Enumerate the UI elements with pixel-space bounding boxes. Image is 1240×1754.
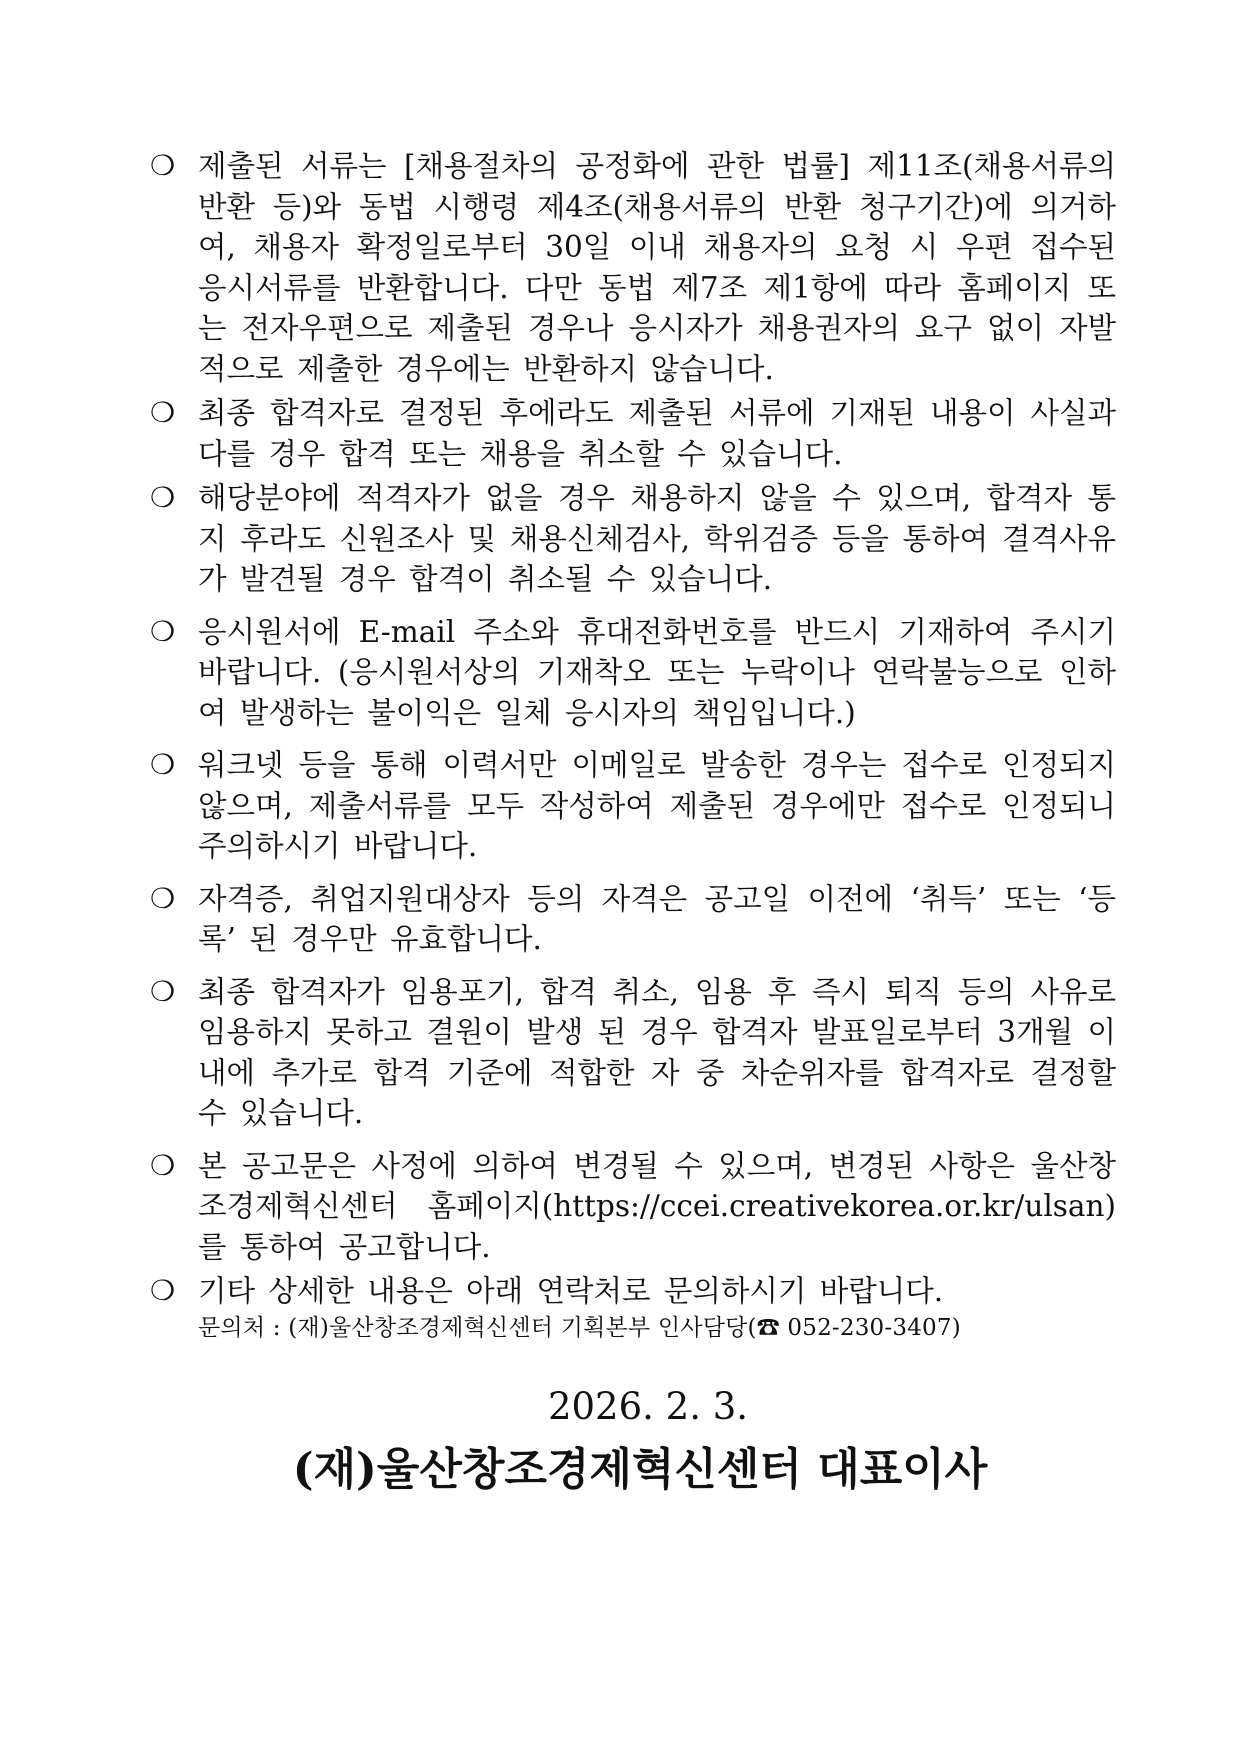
notice-item-changes: [150, 1146, 1116, 1268]
bullet-circle-icon: ❍: [150, 974, 176, 1008]
contact-line: 문의처 : (재)울산창조경제혁신센터 기획본부 인사담당(☎ 052-230-3407): [198, 1315, 961, 1341]
bullet-circle-icon: ❍: [150, 149, 176, 182]
notice-text: 최종 합격자로 결정된 후에라도 제출된 서류에 기재된 내용이 사실과 다를 경우 합격 또는 채용을 취소할 수 있습니다.: [198, 396, 1116, 471]
notice-text: 제출된 서류는 [채용절차의 공정화에 관한 법률] 제11조(채용서류의 반환 등)와 동법 시행령 제4조(채용서류의 반환 청구기간)에 의거하여, 채용자 확정일로부터 30일 이내 채용자의 요청 시 우편 접수된 응시서류를 반환합니다. 다만 동법 제7조 제1항에 따라 홈페이지 또는 전자우편으로 제출된 경우나 응시자가 채용권자의 요구 없이 자발적으로 제출한 경우에는 반환하지 않습니다.: [198, 149, 1116, 386]
notice-text: 응시원서에 E-mail 주소와 휴대전화번호를 반드시 기재하여 주시기 바랍니다. (응시원서상의 기재착오 또는 누락이나 연락불능으로 인하여 발생하는 불이익은 일체 응시자의 책임입니다.): [198, 614, 1116, 730]
notice-text: 최종 합격자가 임용포기, 합격 취소, 임용 후 즉시 퇴직 등의 사유로 임용하지 못하고 결원이 발생 된 경우 합격자 발표일로부터 3개월 이내에 추가로 합격 기준에 적합한 자 중 차순위자를 합격자로 결정할 수 있습니다.: [198, 974, 1116, 1130]
notice-text: 본 공고문은 사정에 의하여 변경될 수 있으며, 변경된 사항은 울산창조경제혁신센터 홈페이지(https://ccei.creativekorea.or.kr/ulsan)를 통하여 공고합니다.: [198, 1148, 1116, 1264]
bullet-circle-icon: ❍: [150, 396, 176, 429]
notice-item-worknet: [150, 745, 1116, 867]
notice-text: 워크넷 등을 통해 이력서만 이메일로 발송한 경우는 접수로 인정되지 않으며, 제출서류를 모두 작성하여 제출된 경우에만 접수로 인정되니 주의하시기 바랍니다.: [198, 748, 1116, 863]
notice-item-no-qualified: [150, 478, 1116, 600]
bullet-circle-icon: ❍: [150, 481, 176, 514]
notice-list: [150, 146, 1116, 1316]
notice-item-runner-up: [150, 972, 1116, 1134]
notice-item-certificates: [150, 879, 1116, 960]
notice-item-document-return: [150, 146, 1116, 389]
notice-text: 자격증, 취업지원대상자 등의 자격은 공고일 이전에 ‘취득’ 또는 ‘등록’ 된 경우만 유효합니다.: [198, 881, 1116, 956]
notice-item-contact-info: [150, 612, 1116, 734]
bullet-circle-icon: ❍: [150, 881, 176, 915]
notice-item-inquiry: [150, 1271, 1116, 1312]
bullet-circle-icon: ❍: [150, 748, 176, 781]
notice-text: 해당분야에 적격자가 없을 경우 채용하지 않을 수 있으며, 합격자 통지 후라도 신원조사 및 채용신체검사, 학위검증 등을 통하여 결격사유가 발견될 경우 합격이 취소될 수 있습니다.: [198, 481, 1116, 596]
bullet-circle-icon: ❍: [150, 614, 176, 648]
signer-title: (재)울산창조경제혁신센터 대표이사: [292, 1444, 988, 1495]
notice-item-false-info: [150, 393, 1116, 474]
bullet-circle-icon: ❍: [150, 1148, 176, 1182]
notice-date: 2026. 2. 3.: [547, 1385, 749, 1428]
bullet-circle-icon: ❍: [150, 1274, 176, 1307]
notice-text: 기타 상세한 내용은 아래 연락처로 문의하시기 바랍니다.: [198, 1274, 944, 1308]
